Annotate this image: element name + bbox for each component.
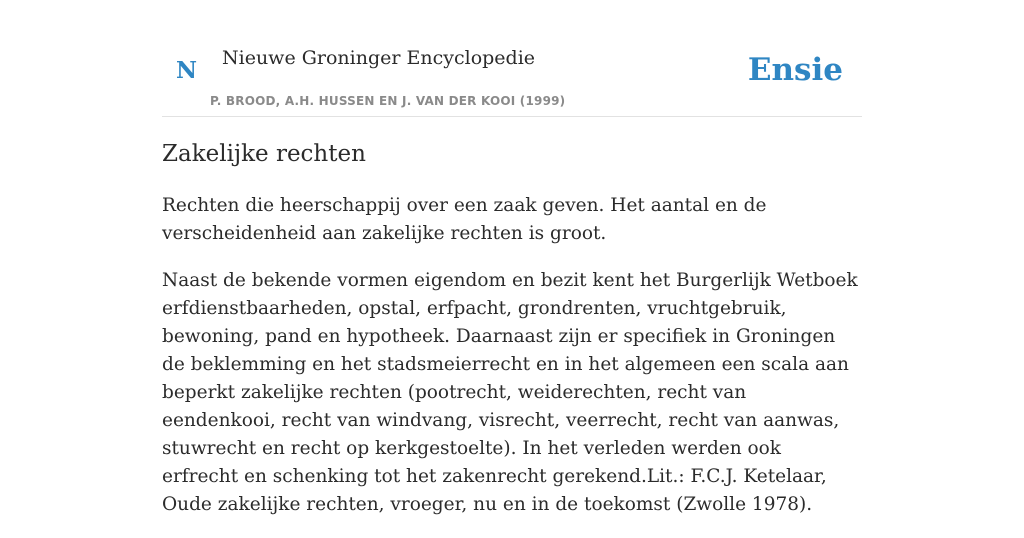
article-paragraph: Rechten die heerschappij over een zaak geven. Het aantal en de verscheidenheid aan zakelijke rechten is groot.: [162, 195, 767, 244]
book-authors: P. BROOD, A.H. HUSSEN EN J. VAN DER KOOI (1999): [210, 94, 566, 108]
article-body: [162, 192, 862, 538]
article-paragraph: Naast de bekende vormen eigendom en bezit kent het Burgerlijk Wetboek erfdienstbaarheden, opstal, erfpacht, grondrenten, vruchtgebruik, bewoning, pand en hypotheek. Daarnaast zijn er specifiek in Groningen de beklemming en het stadsmeierrecht en in het algemeen een scala aan beperkt zakelijke rechten (pootrecht, weiderechten, recht van eendenkooi, recht van windvang, visrecht, veerrecht, recht van aanwas, stuwrecht en recht op kerkgestoelte). In het verleden werden ook erfrecht en schenking tot het zakenrecht gerekend.Lit.: F.C.J. Ketelaar, Oude zakelijke rechten, vroeger, nu en in de toekomst (Zwolle 1978).: [162, 270, 858, 515]
book-header: [162, 0, 862, 117]
ensie-logo[interactable]: Ensie: [747, 52, 843, 88]
book-title[interactable]: Nieuwe Groninger Encyclopedie: [222, 47, 536, 69]
book-logo[interactable]: N: [176, 57, 198, 84]
article-title: Zakelijke rechten: [162, 141, 366, 167]
